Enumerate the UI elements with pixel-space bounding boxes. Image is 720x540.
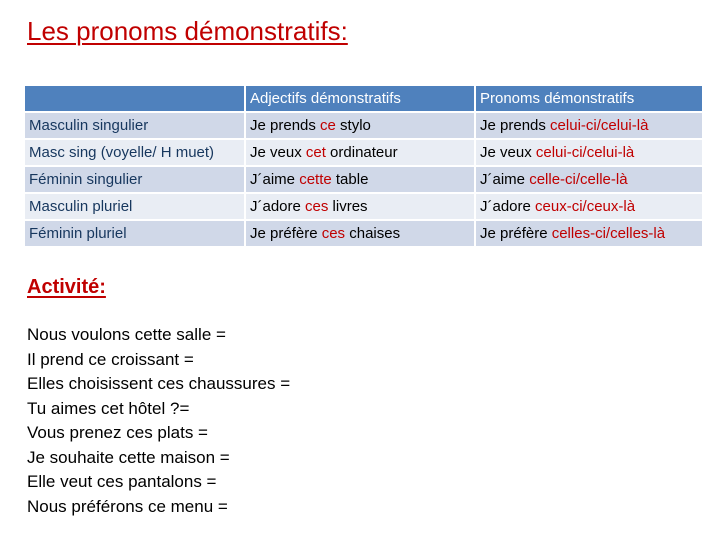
table-row [25,167,702,192]
example-text: Je prends [250,117,321,134]
exercise-item: Il prend ce croissant = [27,349,194,369]
pronoun-example [476,221,702,246]
example-text: chaises [345,225,401,242]
table-row [25,194,702,219]
highlighted-word: cet [305,144,326,161]
header-corner-cell [25,86,244,111]
pronoun-example [476,194,702,219]
row-label: Masc sing (voyelle/ H muet) [25,140,244,165]
table-row [25,113,702,138]
table-header-row [25,86,702,111]
exercise-item: Vous prenez ces plats = [27,423,208,442]
example-text: J´aime [480,171,530,188]
exercise-item: Je souhaite cette maison = [27,447,230,467]
adjective-example [246,113,474,138]
pronoun-example [476,140,702,165]
highlighted-word: cette [299,171,332,188]
exercise-item: Tu aimes cet hôtel ?= [27,398,190,418]
highlighted-word: ce [320,117,336,134]
example-text: J´aime [250,171,300,188]
highlighted-word: ces [305,198,329,215]
table-row [25,140,702,165]
example-text: stylo [335,117,371,134]
example-text: ordinateur [325,144,398,161]
row-label: Féminin singulier [25,167,244,192]
example-text: Je veux [480,144,536,161]
highlighted-word: celle-ci/celle-là [529,171,628,188]
highlighted-word: ces [321,225,346,242]
activity-title: Activité: [27,276,106,298]
adjective-example [246,221,474,246]
exercise-item: Elles choisissent ces chaussures = [27,374,291,393]
adjective-example [246,194,474,219]
table-row [25,221,702,246]
example-text: Je préfère [480,225,552,242]
highlighted-word: celui-ci/celui-là [535,144,635,161]
header-adjectifs: Adjectifs démonstratifs [246,86,474,111]
example-text: J´adore [250,198,306,215]
exercise-item: Nous préférons ce menu = [27,496,228,516]
exercise-item: Nous voulons cette salle = [27,325,226,344]
example-text: livres [328,198,368,215]
exercise-list [27,323,290,519]
example-text: Je préfère [250,225,322,242]
highlighted-word: celles-ci/celles-là [551,225,666,242]
example-text: Je veux [250,144,306,161]
row-label: Féminin pluriel [25,221,244,246]
highlighted-word: celui-ci/celui-là [550,117,649,134]
row-label: Masculin pluriel [25,194,244,219]
page-title: Les pronoms démonstratifs: [27,16,348,46]
demonstratives-table [23,84,704,248]
highlighted-word: ceux-ci/ceux-là [535,198,636,215]
pronoun-example [476,113,702,138]
pronoun-example [476,167,702,192]
example-text: table [331,171,369,188]
adjective-example [246,140,474,165]
row-label: Masculin singulier [25,113,244,138]
header-pronoms: Pronoms démonstratifs [476,86,702,111]
exercise-item: Elle veut ces pantalons = [27,472,217,491]
adjective-example [246,167,474,192]
example-text: J´adore [480,198,536,215]
example-text: Je prends [480,117,551,134]
